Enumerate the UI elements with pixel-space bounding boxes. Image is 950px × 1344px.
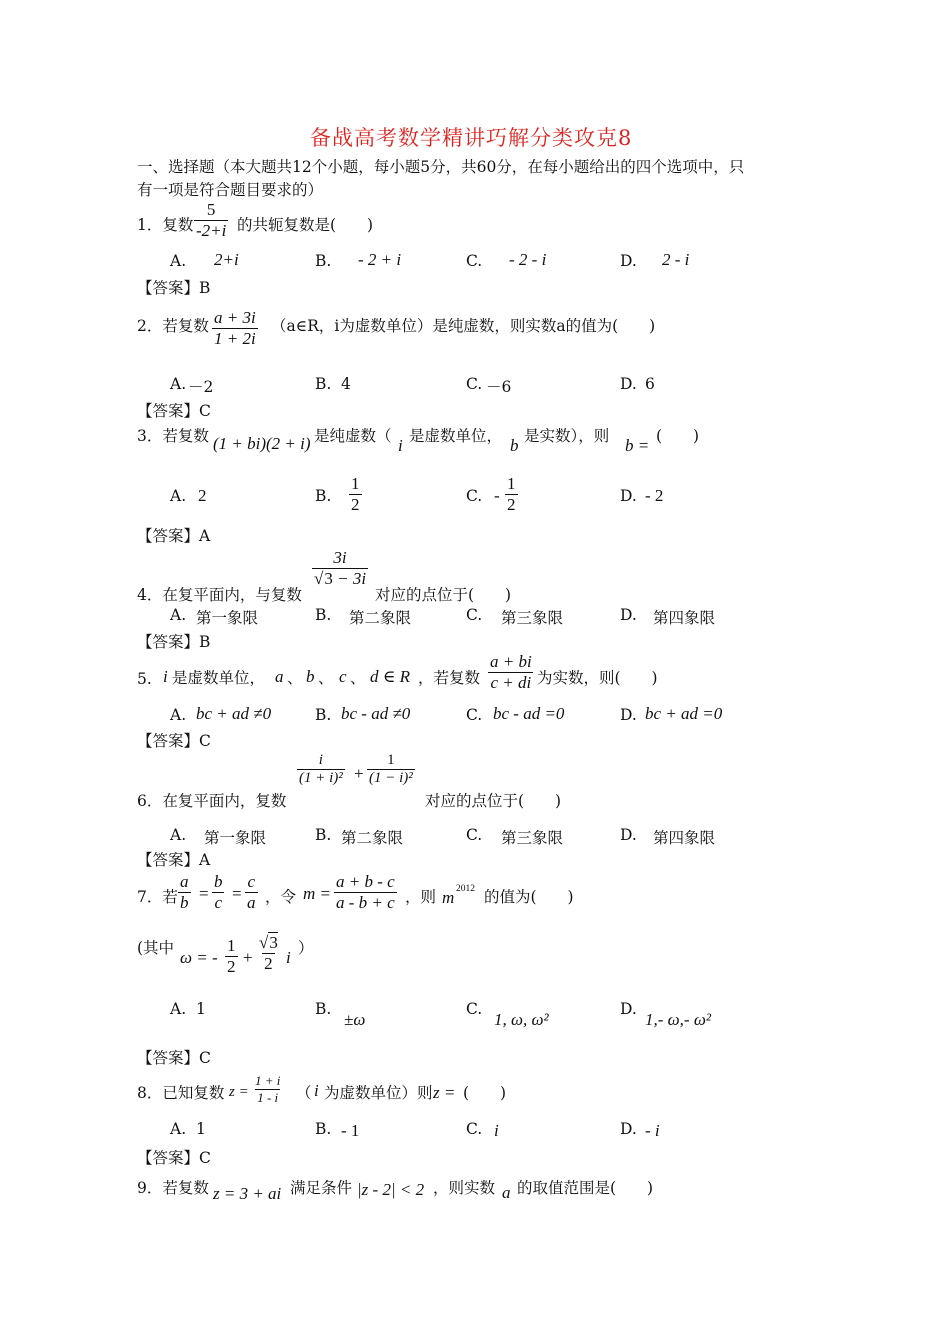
q4-option-a-letter: A. bbox=[170, 606, 187, 624]
q7-m-denominator: a - b + c bbox=[336, 893, 395, 912]
q7-i-symbol: i bbox=[286, 948, 291, 967]
q4-option-b-letter: B. bbox=[315, 606, 332, 624]
q5-number: 5. bbox=[137, 670, 152, 688]
q7-omega-equals: ω = - bbox=[180, 948, 218, 967]
q3-option-b-letter: B. bbox=[315, 487, 332, 505]
q5-i-symbol: i bbox=[163, 667, 168, 686]
q5-stem-suffix: 为实数，则( ) bbox=[537, 669, 658, 687]
q6-stem-prefix: 6．在复平面内，复数 bbox=[137, 792, 287, 810]
q8-option-c-letter: C. bbox=[466, 1120, 483, 1138]
q9-stem-mid2: ，则实数 bbox=[433, 1179, 496, 1197]
q2-stem-suffix: （a∈R，i为虚数单位）是纯虚数，则实数a的值为( ) bbox=[271, 317, 656, 335]
q6-option-d-letter: D. bbox=[620, 826, 637, 844]
q9-stem-suffix: 的取值范围是( ) bbox=[517, 1179, 654, 1197]
q7-ratio-3 bbox=[245, 872, 258, 913]
q4-option-c-letter: C. bbox=[466, 606, 483, 624]
q8-paren: ( ) bbox=[463, 1084, 507, 1102]
q1-option-a-letter: A. bbox=[170, 252, 187, 270]
q7-option-a-text: 1 bbox=[196, 1000, 206, 1018]
q7-ratio-2-denominator: c bbox=[214, 893, 223, 912]
q2-option-d-letter: D. bbox=[620, 375, 637, 393]
q3-option-d-letter: D. bbox=[620, 487, 637, 505]
q7-stem-mid: ，令 bbox=[265, 888, 297, 906]
q7-option-d-letter: D. bbox=[620, 1000, 637, 1018]
q8-stem-prefix: 8．已知复数 bbox=[137, 1084, 225, 1102]
q2-option-a-letter: A. bbox=[170, 375, 187, 393]
q6-option-b-letter: B. bbox=[315, 826, 332, 844]
q6-option-b-text: 第二象限 bbox=[341, 829, 404, 847]
q3-b-equals: b = bbox=[625, 436, 650, 455]
q4-stem-prefix: 4．在复平面内，与复数 bbox=[137, 586, 302, 604]
answer-value: C bbox=[199, 1149, 211, 1167]
q6-option-a-text: 第一象限 bbox=[204, 829, 267, 847]
q5-option-c-text: bc - ad =0 bbox=[493, 704, 565, 723]
q7-note-suffix: ） bbox=[298, 939, 314, 957]
section-heading-line2: 有一项是符合题目要求的） bbox=[137, 181, 324, 199]
q4-denominator-rest: − 3i bbox=[332, 569, 367, 588]
answer-label: 【答案】 bbox=[137, 1149, 200, 1167]
q7-answer bbox=[137, 1046, 211, 1068]
q2-denominator: 1 + 2i bbox=[214, 329, 256, 348]
q7-stem-prefix: 7．若 bbox=[137, 888, 178, 906]
q7-option-a-letter: A. bbox=[170, 1000, 187, 1018]
q5-option-d-text: bc + ad =0 bbox=[645, 704, 723, 723]
answer-label: 【答案】 bbox=[137, 732, 200, 750]
q1-option-c-letter: C. bbox=[466, 252, 483, 270]
q9-stem-prefix: 9．若复数 bbox=[137, 1179, 209, 1197]
q9-inequality: |z - 2| < 2 bbox=[357, 1180, 425, 1199]
q3-expression: (1 + bi)(2 + i) bbox=[213, 434, 311, 453]
q5-numerator: a + bi bbox=[490, 652, 532, 671]
answer-value: A bbox=[199, 851, 211, 869]
q1-answer bbox=[137, 276, 210, 298]
q4-option-a-text: 第一象限 bbox=[196, 609, 259, 627]
answer-label: 【答案】 bbox=[137, 402, 200, 420]
q2-option-c-text: －6 bbox=[486, 378, 512, 396]
q7-ratio-1-denominator: b bbox=[180, 893, 189, 912]
q4-answer bbox=[137, 630, 210, 652]
q3-stem-prefix: 3．若复数 bbox=[137, 427, 209, 445]
q3-i-symbol: i bbox=[398, 436, 403, 455]
q6-fraction-2 bbox=[367, 752, 415, 787]
answer-value: C bbox=[199, 732, 211, 750]
q9-stem-mid: 满足条件 bbox=[290, 1179, 353, 1197]
q4-option-c-text: 第三象限 bbox=[501, 609, 564, 627]
q1-option-d-text: 2 - i bbox=[662, 250, 690, 269]
q3-b-symbol: b bbox=[510, 436, 519, 455]
q5-c-symbol: c bbox=[339, 667, 347, 686]
q6-fraction-1 bbox=[297, 752, 345, 787]
q4-option-d-text: 第四象限 bbox=[653, 609, 716, 627]
q3-option-d-text: - 2 bbox=[645, 486, 664, 505]
q8-stem-mid2: 为虚数单位）则 bbox=[324, 1084, 433, 1102]
q7-stem-post2: 的值为( ) bbox=[484, 888, 574, 906]
q3-answer bbox=[137, 524, 210, 546]
q5-b-symbol: b bbox=[306, 667, 315, 686]
q2-stem-prefix: 2．若复数 bbox=[137, 317, 209, 335]
answer-label: 【答案】 bbox=[137, 279, 200, 297]
q7-ratio-2-numerator: b bbox=[214, 872, 223, 891]
q1-option-d-letter: D. bbox=[620, 252, 637, 270]
q1-stem-suffix: 的共轭复数是( ) bbox=[237, 216, 374, 234]
q7-note-prefix: (其中 bbox=[137, 939, 175, 957]
q5-d-in-r: d ∈ R bbox=[370, 667, 410, 686]
q9-a-symbol: a bbox=[502, 1183, 511, 1202]
q3-option-b-denominator: 2 bbox=[351, 495, 360, 514]
q7-sqrt-radicand: 3 bbox=[269, 933, 278, 952]
q8-numerator: 1 + i bbox=[255, 1073, 281, 1088]
q8-option-b-letter: B. bbox=[315, 1120, 332, 1138]
answer-value: B bbox=[199, 279, 211, 297]
q2-option-b-letter: B. bbox=[315, 375, 332, 393]
q5-answer bbox=[137, 729, 211, 751]
q1-denominator: -2+i bbox=[196, 221, 227, 240]
q7-ratio-3-denominator: a bbox=[247, 893, 256, 912]
q6-option-c-letter: C. bbox=[466, 826, 483, 844]
q4-sqrt-radicand: 3 bbox=[324, 569, 333, 588]
q5-option-c-letter: C. bbox=[466, 706, 483, 724]
answer-value: C bbox=[199, 402, 211, 420]
q4-stem-suffix: 对应的点位于( ) bbox=[375, 586, 512, 604]
q5-stem-mid1: 是虚数单位， bbox=[172, 669, 266, 687]
q8-option-b-text: - 1 bbox=[341, 1121, 360, 1140]
q8-answer bbox=[137, 1146, 211, 1168]
q3-option-a-letter: A. bbox=[170, 487, 187, 505]
q7-sqrt3-denominator: 2 bbox=[264, 954, 273, 973]
q3-stem-mid3: 是实数），则 bbox=[524, 427, 610, 445]
q7-m-numerator: a + b - c bbox=[336, 872, 395, 891]
q7-ratio-3-numerator: c bbox=[247, 872, 256, 891]
q9-expression: z = 3 + ai bbox=[213, 1184, 282, 1203]
sqrt-symbol: √ bbox=[314, 569, 324, 588]
q7-eq-1: = bbox=[199, 884, 209, 903]
q5-a-symbol: a bbox=[275, 667, 284, 686]
q3-option-b-fraction bbox=[349, 474, 362, 515]
q6-option-c-text: 第三象限 bbox=[501, 829, 564, 847]
q6-option-a-letter: A. bbox=[170, 826, 187, 844]
q6-denominator-2: (1 − i)² bbox=[369, 770, 413, 786]
q3-option-b-numerator: 1 bbox=[351, 474, 360, 493]
q8-i-symbol: i bbox=[314, 1081, 319, 1100]
q6-option-d-text: 第四象限 bbox=[653, 829, 716, 847]
q2-option-a-text: －2 bbox=[188, 378, 214, 396]
page-title: 备战高考数学精讲巧解分类攻克8 bbox=[310, 126, 633, 150]
q1-option-b-letter: B. bbox=[315, 252, 332, 270]
q7-half-denominator: 2 bbox=[227, 957, 236, 976]
q6-numerator-2: 1 bbox=[387, 752, 395, 768]
q7-plus: + bbox=[243, 948, 253, 967]
section-heading-line1: 一、选择题（本大题共12个小题，每小题5分，共60分，在每小题给出的四个选项中，只 bbox=[137, 158, 745, 176]
q1-option-a-text: 2+i bbox=[214, 250, 239, 269]
q8-option-d-text: - i bbox=[645, 1121, 660, 1140]
q6-numerator-1: i bbox=[318, 752, 323, 768]
q8-stem-mid1: （ bbox=[296, 1084, 312, 1102]
q5-option-d-letter: D. bbox=[620, 706, 637, 724]
q5-option-a-letter: A. bbox=[170, 706, 187, 724]
q3-option-c-numerator: 1 bbox=[507, 474, 516, 493]
q7-option-d-text: 1,- ω,- ω² bbox=[645, 1010, 711, 1029]
q5-option-b-letter: B. bbox=[315, 706, 332, 724]
answer-value: B bbox=[199, 633, 211, 651]
q6-stem-suffix: 对应的点位于( ) bbox=[425, 792, 562, 810]
q7-ratio-2 bbox=[212, 872, 225, 913]
q2-answer bbox=[137, 399, 211, 421]
answer-value: A bbox=[199, 527, 211, 545]
q7-option-c-letter: C. bbox=[466, 1000, 483, 1018]
q8-option-a-letter: A. bbox=[170, 1120, 187, 1138]
q6-plus: + bbox=[354, 764, 364, 783]
q3-option-c-letter: C. bbox=[466, 487, 483, 505]
q7-half-numerator: 1 bbox=[227, 936, 236, 955]
q3-option-c-sign: - bbox=[494, 486, 500, 505]
q1-option-b-text: - 2 + i bbox=[358, 250, 402, 269]
answer-label: 【答案】 bbox=[137, 1049, 200, 1067]
q5-sep-3: 、 bbox=[350, 669, 366, 687]
q7-m-fraction bbox=[334, 872, 397, 913]
q7-ratio-1 bbox=[178, 872, 191, 913]
q7-m-symbol: m bbox=[442, 888, 455, 907]
answer-label: 【答案】 bbox=[137, 633, 200, 651]
q7-eq-2: = bbox=[232, 884, 242, 903]
q3-option-a-text: 2 bbox=[198, 486, 207, 505]
q4-fraction bbox=[312, 548, 368, 589]
q8-option-a-text: 1 bbox=[196, 1120, 206, 1138]
q5-sep-1: 、 bbox=[287, 669, 303, 687]
answer-value: C bbox=[199, 1049, 211, 1067]
q8-z-equals: z = bbox=[229, 1084, 249, 1100]
q5-option-b-text: bc - ad ≠0 bbox=[341, 704, 411, 723]
answer-label: 【答案】 bbox=[137, 527, 200, 545]
q3-option-c-denominator: 2 bbox=[507, 495, 516, 514]
q5-sep-2: 、 bbox=[318, 669, 334, 687]
q4-option-d-letter: D. bbox=[620, 606, 637, 624]
q2-option-d-text: 6 bbox=[645, 375, 655, 393]
q5-fraction bbox=[488, 652, 534, 693]
q7-option-c-text: 1, ω, ω² bbox=[494, 1010, 549, 1029]
q7-ratio-1-numerator: a bbox=[180, 872, 189, 891]
q5-option-a-text: bc + ad ≠0 bbox=[196, 704, 272, 723]
q2-fraction bbox=[212, 308, 258, 349]
q1-fraction bbox=[194, 200, 228, 241]
q3-paren: ( ) bbox=[656, 427, 700, 445]
q8-denominator: 1 - i bbox=[257, 1090, 279, 1105]
q7-exponent: 2012 bbox=[456, 884, 475, 894]
q5-stem-mid2: ，若复数 bbox=[418, 669, 481, 687]
q8-fraction bbox=[253, 1073, 282, 1106]
q5-denominator: c + di bbox=[490, 673, 532, 692]
q7-option-b-text: ±ω bbox=[344, 1010, 366, 1029]
q8-option-c-text: i bbox=[494, 1121, 499, 1140]
q2-option-b-text: 4 bbox=[341, 375, 351, 393]
q3-stem-mid2: 是虚数单位， bbox=[409, 427, 503, 445]
q2-numerator: a + 3i bbox=[214, 308, 256, 327]
q7-stem-post1: ，则 bbox=[405, 888, 437, 906]
q6-answer bbox=[137, 848, 210, 870]
q4-option-b-text: 第二象限 bbox=[349, 609, 412, 627]
q1-numerator: 5 bbox=[206, 200, 216, 219]
q7-option-b-letter: B. bbox=[315, 1000, 332, 1018]
q3-option-c-fraction bbox=[505, 474, 518, 515]
q1-stem-prefix: 1．复数 bbox=[137, 216, 194, 234]
q7-m-equals: m = bbox=[303, 884, 331, 903]
q4-numerator: 3i bbox=[333, 548, 347, 567]
q8-z-equals-2: z = bbox=[433, 1083, 456, 1102]
q7-sqrt3-fraction bbox=[257, 933, 280, 974]
sqrt-symbol: √ bbox=[259, 933, 269, 952]
q2-option-c-letter: C. bbox=[466, 375, 483, 393]
answer-label: 【答案】 bbox=[137, 851, 200, 869]
q3-stem-mid1: 是纯虚数（ bbox=[314, 427, 392, 445]
q8-option-d-letter: D. bbox=[620, 1120, 637, 1138]
q7-half-fraction bbox=[225, 936, 238, 977]
q1-option-c-text: - 2 - i bbox=[509, 250, 547, 269]
q6-denominator-1: (1 + i)² bbox=[299, 770, 343, 786]
